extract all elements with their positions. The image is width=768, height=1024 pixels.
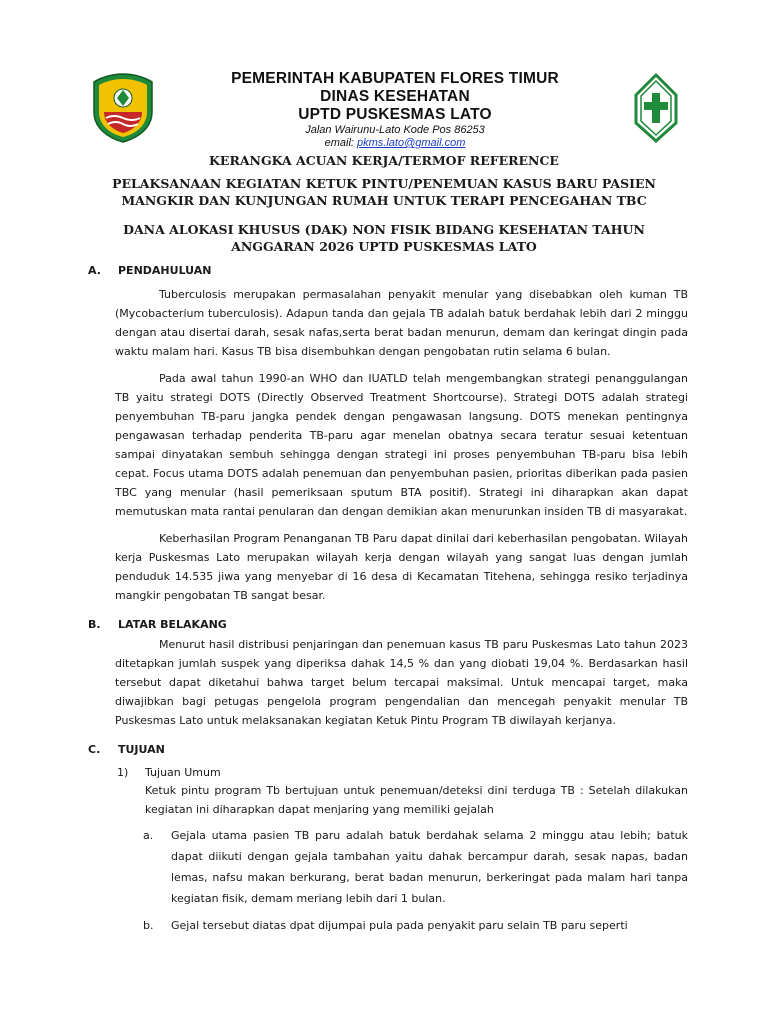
list-item-title: Tujuan Umum	[145, 766, 221, 779]
sub-list-text: Gejala utama pasien TB paru adalah batuk berdahak selama 2 minggu atau lebih; batuk dapat diikuti dengan gejala tambahan yaitu dahak bercampur darah, sesak napas, badan lemas, nafsu makan berkurang, berat badan menurun, berkeringat pada malam hari tanpa kegiatan fisik, demam meriang lebih dari 1 bulan.	[171, 829, 688, 905]
paragraph-a1: Tuberculosis merupakan permasalahan penyakit menular yang disebabkan oleh kuman TB (Mycobacterium tuberculosis). Adapun tanda dan gejala TB adalah batuk berdahak lebih dari 2 minggu dengan atau disertai darah, sesak nafas,serta berat badan menurun, demam dan keringat dingin pada waktu malam hari. Kasus TB bisa disembuhkan dengan pengobatan rutin selama 6 bulan.	[115, 288, 688, 358]
document-titles	[80, 152, 688, 255]
puskesmas-logo	[634, 73, 678, 143]
section-letter: B.	[88, 618, 101, 631]
flores-timur-coat-of-arms-logo	[90, 72, 156, 144]
letterhead-address: Jalan Wairunu-Lato Kode Pos 86253	[305, 124, 485, 136]
sub-list-text: Gejal tersebut diatas dpat dijumpai pula pada penyakit paru selain TB paru seperti	[171, 919, 628, 932]
letterhead-line-puskesmas: UPTD PUSKESMAS LATO	[298, 106, 492, 123]
section-title: PENDAHULUAN	[118, 264, 212, 277]
email-label: email:	[324, 137, 358, 149]
title-kak: KERANGKA ACUAN KERJA/TERMOF REFERENCE	[209, 153, 559, 168]
sub-list-letter: b.	[143, 919, 154, 932]
document-body	[88, 262, 688, 936]
letterhead-line-government: PEMERINTAH KABUPATEN FLORES TIMUR	[231, 70, 559, 87]
section-heading-c	[88, 741, 688, 759]
sub-list-item-a	[143, 825, 688, 909]
title-dana: DANA ALOKASI KHUSUS (DAK) NON FISIK BIDANG KESEHATAN TAHUN ANGGARAN 2026 UPTD PUSKESMAS LATO	[123, 222, 645, 254]
paragraph-a3: Keberhasilan Program Penanganan TB Paru dapat dinilai dari keberhasilan pengobatan. Wilayah kerja Puskesmas Lato merupakan wilayah kerja dengan wilayah yang sangat luas dengan jumlah penduduk 14.535 jiwa yang menyebar di 16 desa di Kecamatan Titehena, sehingga resiko terjadinya mangkir pengobatan TB sangat besar.	[115, 532, 688, 602]
email-link[interactable]: pkms.lato@gmail.com	[357, 137, 466, 149]
section-title: LATAR BELAKANG	[118, 618, 227, 631]
list-item-tujuan-umum	[115, 765, 688, 819]
paragraph-b1: Menurut hasil distribusi penjaringan dan penemuan kasus TB paru Puskesmas Lato tahun 2023 ditetapkan jumlah suspek yang diperiksa dahak 14,5 % dan yang diobati 19,04 %. Berdasarkan hasil tersebut dapat diketahui bahwa target belum tercapai maksimal. Untuk mencapai target, maka diwajibkan bagi petugas pengelola program pengendalian dan mencegah penyakit menular TB Puskesmas Lato untuk melaksanakan kegiatan Ketuk Pintu Program TB diwilayah kerjanya.	[115, 638, 688, 727]
section-title: TUJUAN	[118, 743, 165, 756]
sub-list-item-b	[143, 915, 688, 936]
section-heading-b	[88, 616, 688, 634]
letterhead-line-department: DINAS KESEHATAN	[320, 88, 470, 105]
sub-list-letter: a.	[143, 829, 154, 842]
section-letter: C.	[88, 743, 101, 756]
paragraph-a2: Pada awal tahun 1990-an WHO dan IUATLD telah mengembangkan strategi penanggulangan TB yaitu strategi DOTS (Directly Observed Treatment Shortcourse). Strategi DOTS adalah strategi penyembuhan TB-paru jangka pendek dengan pengawasan langsung. DOTS menekan pentingnya pengawasan terhadap penderita TB-paru agar menelan obatnya secara teratur sesuai ketentuan sampai dinyatakan sembuh sehingga dengan strategi ini proses penyembuhan TB-paru bisa lebih cepat. Focus utama DOTS adalah penemuan dan penyembuhan pasien, prioritas diberikan pada pasien TBC yang menular (hasil pemeriksaan sputum BTA positif). Strategi ini diharapkan akan dapat memutuskan mata rantai penularan dan dengan demikian akan menurunkan insiden TB di masyarakat.	[115, 372, 688, 518]
list-number: 1)	[117, 766, 129, 779]
letterhead	[160, 70, 630, 150]
list-item-text: Ketuk pintu program Tb bertujuan untuk penemuan/deteksi dini terduga TB : Setelah dilakukan kegiatan ini diharapkan dapat menjaring yang memiliki gejalah	[145, 784, 688, 816]
letterhead-email-row	[160, 137, 630, 150]
section-heading-a	[88, 262, 688, 280]
title-kegiatan: PELAKSANAAN KEGIATAN KETUK PINTU/PENEMUAN KASUS BARU PASIEN MANGKIR DAN KUNJUNGAN RUMAH UNTUK TERAPI PENCEGAHAN TBC	[112, 176, 656, 208]
section-letter: A.	[88, 264, 101, 277]
